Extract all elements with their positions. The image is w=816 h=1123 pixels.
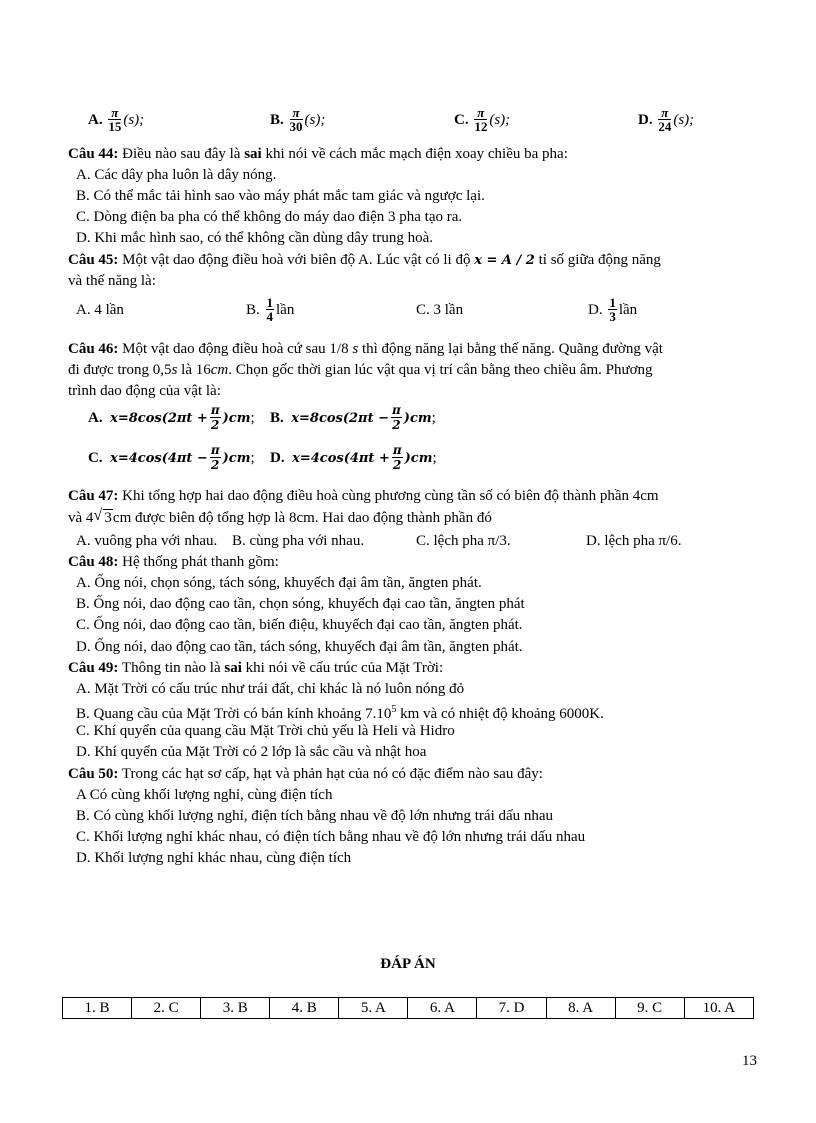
q43-option-a (88, 106, 144, 134)
q49-stem: Câu 49: Thông tin nào là sai khi nói về cấu trúc của Mặt Trời: (68, 660, 444, 676)
fraction: $\frac{\pi}{30}$ (289, 105, 303, 134)
fraction: $\frac{1}{3}$ (609, 295, 616, 324)
q50-option-b: B. Có cùng khối lượng nghỉ, điện tích bằng nhau về độ lớn nhưng trái dấu nhau (76, 808, 554, 824)
question-label: Câu 49: (68, 660, 119, 676)
unit: (s); (673, 111, 695, 128)
q44-option-d: D. Khi mắc hình sao, có thể không cần dùng dây trung hoà. (76, 230, 434, 246)
question-label: Câu 44: (68, 146, 119, 162)
q43-option-b (270, 106, 325, 134)
q50-option-d: D. Khối lượng nghỉ khác nhau, cùng điện tích (76, 850, 352, 866)
q47-option-b: B. cùng pha với nhau. (232, 533, 365, 549)
q45-options (0, 296, 816, 330)
q48-stem: Câu 48: Hệ thống phát thanh gồm: (68, 554, 279, 570)
question-label: Câu 50: (68, 766, 119, 782)
q44-stem: Câu 44: Điều nào sau đây là sai khi nói về cách mắc mạch điện xoay chiều ba pha: (68, 146, 568, 162)
formula: x=4cos(4πt − $\frac{\pi}{2}$ )cm (110, 443, 251, 472)
formula: x=8cos(2πt + $\frac{\pi}{2}$ )cm (110, 403, 251, 432)
question-label: Câu 48: (68, 554, 119, 570)
q45-option-b: B. $\frac{1}{4}$ lần (246, 295, 295, 324)
formula: x=4cos(4πt + $\frac{\pi}{2}$ )cm (292, 443, 433, 472)
table-row (63, 998, 754, 1019)
fraction: $\frac{\pi}{15}$ (108, 105, 122, 134)
formula: x=8cos(2πt − $\frac{\pi}{2}$ )cm (291, 403, 432, 432)
q44-option-b: B. Có thể mắc tải hình sao vào máy phát mắc tam giác và ngược lại. (76, 188, 485, 204)
fraction: $\frac{1}{4}$ (266, 295, 274, 324)
q46-option-c: C. x=4cos(4πt − $\frac{\pi}{2}$ )cm ; (88, 443, 255, 472)
option-label: A. (88, 111, 103, 128)
answer-cell: 5. A (339, 998, 408, 1019)
q47-option-c: C. lệch pha π/3. (416, 533, 511, 549)
answer-cell: 9. C (615, 998, 684, 1019)
q48-option-a: A. Ống nói, chọn sóng, tách sóng, khuyếch đại âm tần, ăngten phát. (76, 575, 482, 591)
answer-cell: 7. D (477, 998, 546, 1019)
q45-stem-line2: và thế năng là: (68, 273, 156, 289)
fraction: $\frac{\pi}{24}$ (658, 105, 672, 134)
q46-options-row2 (0, 444, 816, 478)
q49-option-c: C. Khí quyển của quang cầu Mặt Trời chủ yếu là Heli và Hidro (76, 723, 455, 739)
q45-stem: Câu 45: Một vật dao động điều hoà với biên độ A. Lúc vật có li độ x = A / 2 tỉ số giữa động năng (68, 252, 661, 268)
q45-option-a: A. 4 lần (76, 302, 124, 318)
q47-option-d: D. lệch pha π/6. (586, 533, 682, 549)
page-number: 13 (742, 1053, 757, 1069)
q49-option-a: A. Mặt Trời có cấu trúc như trái đất, chỉ khác là nó luôn nóng đỏ (76, 681, 465, 697)
q46-options-row1 (0, 404, 816, 438)
q49-option-d: D. Khí quyển của Mặt Trời có 2 lớp là sắc cầu và nhật hoa (76, 744, 427, 760)
answers-title: ĐÁP ÁN (380, 956, 436, 972)
unit: (s); (123, 111, 145, 128)
answer-cell: 10. A (684, 998, 753, 1019)
q46-stem: Câu 46: Một vật dao động điều hoà cứ sau 1/8 s thì động năng lại bằng thế năng. Quãng đường vật (68, 341, 663, 357)
option-label: C. (454, 111, 469, 128)
q46-option-b: B. x=8cos(2πt − $\frac{\pi}{2}$ )cm ; (270, 403, 436, 432)
unit: (s); (489, 111, 511, 128)
q47-stem-line2: và 4 √ 3cm được biên độ tổng hợp là 8cm. Hai dao động thành phần đó (68, 507, 492, 526)
answers-table (62, 997, 754, 1019)
q49-option-b: B. Quang cầu của Mặt Trời có bán kính khoảng 7.10$^5$ km và có nhiệt độ khoảng 6000K. (76, 704, 604, 722)
q48-option-b: B. Ống nói, dao động cao tần, chọn sóng, khuyếch đại cao tần, ăngten phát (76, 596, 525, 612)
q43-option-c (454, 106, 510, 134)
q50-stem: Câu 50: Trong các hạt sơ cấp, hạt và phản hạt của nó có đặc điểm nào sau đây: (68, 766, 543, 782)
q46-stem-line3: trình dao động của vật là: (68, 383, 221, 399)
option-label: D. (638, 111, 653, 128)
q44-option-c: C. Dòng điện ba pha có thể không do máy dao điện 3 pha tạo ra. (76, 209, 463, 225)
sqrt: √ 3 (93, 507, 112, 526)
q46-option-d: D. x=4cos(4πt + $\frac{\pi}{2}$ )cm ; (270, 443, 437, 472)
q50-option-a: A Có cùng khối lượng nghỉ, cùng điện tích (76, 787, 333, 803)
unit: (s); (304, 111, 326, 128)
q47-option-a: A. vuông pha với nhau. (76, 533, 218, 549)
question-label: Câu 46: (68, 341, 119, 357)
q50-option-c: C. Khối lượng nghỉ khác nhau, có điện tích bằng nhau về độ lớn nhưng trái dấu nhau (76, 829, 586, 845)
answer-cell: 1. B (63, 998, 132, 1019)
q44-option-a: A. Các dây pha luôn là dây nóng. (76, 167, 277, 183)
answer-cell: 4. B (270, 998, 339, 1019)
q48-option-c: C. Ống nói, dao động cao tần, biến điệu, khuyếch đại cao tần, ăngten phát. (76, 617, 523, 633)
q45-option-d: D. $\frac{1}{3}$ lần (588, 295, 638, 324)
option-label: B. (270, 111, 284, 128)
q46-option-a: A. x=8cos(2πt + $\frac{\pi}{2}$ )cm ; (88, 403, 255, 432)
q47-stem: Câu 47: Khi tổng hợp hai dao động điều hoà cùng phương cùng tần số có biên độ thành phần 4cm (68, 488, 659, 504)
formula: x = A / 2 (474, 253, 535, 268)
answer-cell: 6. A (408, 998, 477, 1019)
q48-option-d: D. Ống nói, dao động cao tần, tách sóng, khuyếch đại âm tần, ăngten phát. (76, 639, 523, 655)
answer-cell: 3. B (201, 998, 270, 1019)
q45-option-c: C. 3 lần (416, 302, 464, 318)
q43-option-d (638, 106, 694, 134)
answer-cell: 2. C (132, 998, 201, 1019)
q46-stem-line2: đi được trong 0,5s là 16cm. Chọn gốc thời gian lúc vật qua vị trí cân bằng theo chiều âm. Phương (68, 362, 653, 378)
question-label: Câu 45: (68, 252, 119, 268)
fraction: $\frac{\pi}{12}$ (474, 105, 488, 134)
question-label: Câu 47: (68, 488, 119, 504)
q43-options (0, 106, 816, 140)
answer-cell: 8. A (546, 998, 615, 1019)
